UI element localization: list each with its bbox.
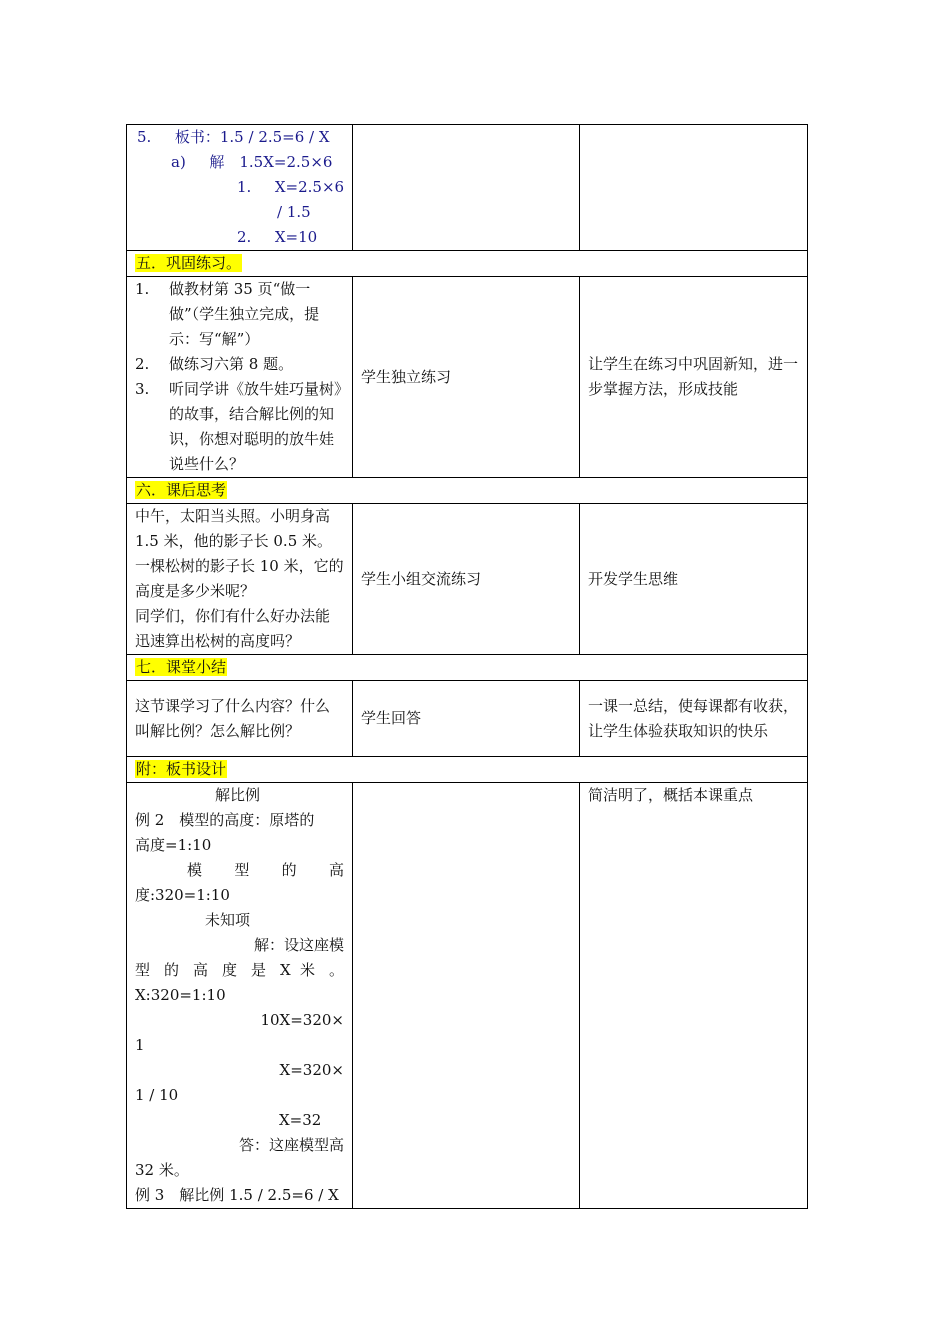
board-design-activity-cell bbox=[353, 783, 580, 1209]
list-item: 3. 听同学讲《放牛娃巧量树》的故事，结合解比例的知识，你想对聪明的放牛娃说些什么？ bbox=[135, 380, 342, 473]
section-5-title: 五．巩固练习。 bbox=[136, 254, 242, 272]
practice-purpose-cell: 让学生在练习中巩固新知，进一步掌握方法，形成技能 bbox=[580, 277, 808, 478]
item5-number: 5. bbox=[137, 128, 152, 146]
board-design-purpose-cell: 简洁明了，概括本课重点 bbox=[580, 783, 808, 1209]
board-writing-purpose-cell bbox=[580, 125, 808, 251]
board-line: X=320× bbox=[279, 1061, 344, 1079]
row-thinking bbox=[127, 504, 808, 655]
step1-number: 1. bbox=[237, 178, 252, 196]
board-line: 型 的 高 度 是 X 米 。 bbox=[135, 961, 344, 979]
section-header-6 bbox=[127, 478, 808, 504]
practice-activity-cell: 学生独立练习 bbox=[353, 277, 580, 478]
thinking-purpose-cell: 开发学生思维 bbox=[580, 504, 808, 655]
summary-content-cell: 这节课学习了什么内容？什么叫解比例？怎么解比例？ bbox=[127, 681, 353, 757]
section-header-7 bbox=[127, 655, 808, 681]
practice-content-cell bbox=[127, 277, 353, 478]
step1-continuation: / 1.5 bbox=[277, 203, 311, 221]
summary-activity-cell: 学生回答 bbox=[353, 681, 580, 757]
section-header-5 bbox=[127, 251, 808, 277]
board-line: 答：这座模型高 bbox=[238, 1136, 344, 1154]
step1-text: X=2.5×6 bbox=[274, 178, 345, 196]
board-line: 模 型 的 高 bbox=[187, 861, 344, 879]
list-item: 2. 做练习六第 8 题。 bbox=[135, 355, 294, 373]
appendix-title: 附：板书设计 bbox=[136, 760, 227, 778]
row-practice bbox=[127, 277, 808, 478]
board-line: 1 bbox=[135, 1036, 145, 1054]
board-line: 例 2 模型的高度：原塔的 bbox=[135, 811, 315, 829]
board-title: 解比例 bbox=[215, 786, 261, 804]
sub-a-label: a) bbox=[171, 153, 186, 171]
board-writing-activity-cell bbox=[353, 125, 580, 251]
thinking-content-cell bbox=[127, 504, 353, 655]
sub-a-text: 解 1.5X=2.5×6 bbox=[209, 153, 333, 171]
board-design-cell bbox=[127, 783, 353, 1209]
section-7-title: 七．课堂小结 bbox=[136, 658, 227, 676]
step2-number: 2. bbox=[237, 228, 252, 246]
summary-purpose-cell: 一课一总结，使每课都有收获，让学生体验获取知识的快乐 bbox=[580, 681, 808, 757]
row-board-writing bbox=[127, 125, 808, 251]
thinking-prompt: 同学们，你们有什么好办法能迅速算出松树的高度吗？ bbox=[135, 607, 331, 650]
board-line: 未知项 bbox=[205, 911, 251, 929]
section-6-title: 六．课后思考 bbox=[136, 481, 227, 499]
practice-list bbox=[135, 277, 344, 477]
board-line: 1 / 10 bbox=[135, 1086, 179, 1104]
row-summary bbox=[127, 681, 808, 757]
board-writing-cell bbox=[127, 125, 353, 251]
thinking-activity-cell: 学生小组交流练习 bbox=[353, 504, 580, 655]
board-line: 10X=320× bbox=[260, 1011, 344, 1029]
board-line: X:320=1:10 bbox=[135, 986, 226, 1004]
list-item: 1. 做教材第 35 页“做一做”（学生独立完成，提示：写“解”） bbox=[135, 280, 320, 348]
board-line: 解：设这座模 bbox=[253, 936, 344, 954]
board-line: 高度=1:10 bbox=[135, 836, 212, 854]
section-header-appendix bbox=[127, 757, 808, 783]
board-line: X=32 bbox=[279, 1111, 322, 1129]
row-board-design bbox=[127, 783, 808, 1209]
item5-text: 板书：1.5 / 2.5=6 / X bbox=[174, 128, 330, 146]
board-line: 度:320=1:10 bbox=[135, 886, 230, 904]
thinking-question: 中午，太阳当头照。小明身高 1.5 米，他的影子长 0.5 米。一棵松树的影子长 10 米，它的高度是多少米呢？ bbox=[135, 507, 344, 600]
step2-text: X=10 bbox=[274, 228, 318, 246]
lesson-plan-table bbox=[126, 124, 808, 1209]
board-line: 32 米。 bbox=[135, 1161, 189, 1179]
board-line: 例 3 解比例 1.5 / 2.5=6 / X bbox=[135, 1186, 339, 1204]
